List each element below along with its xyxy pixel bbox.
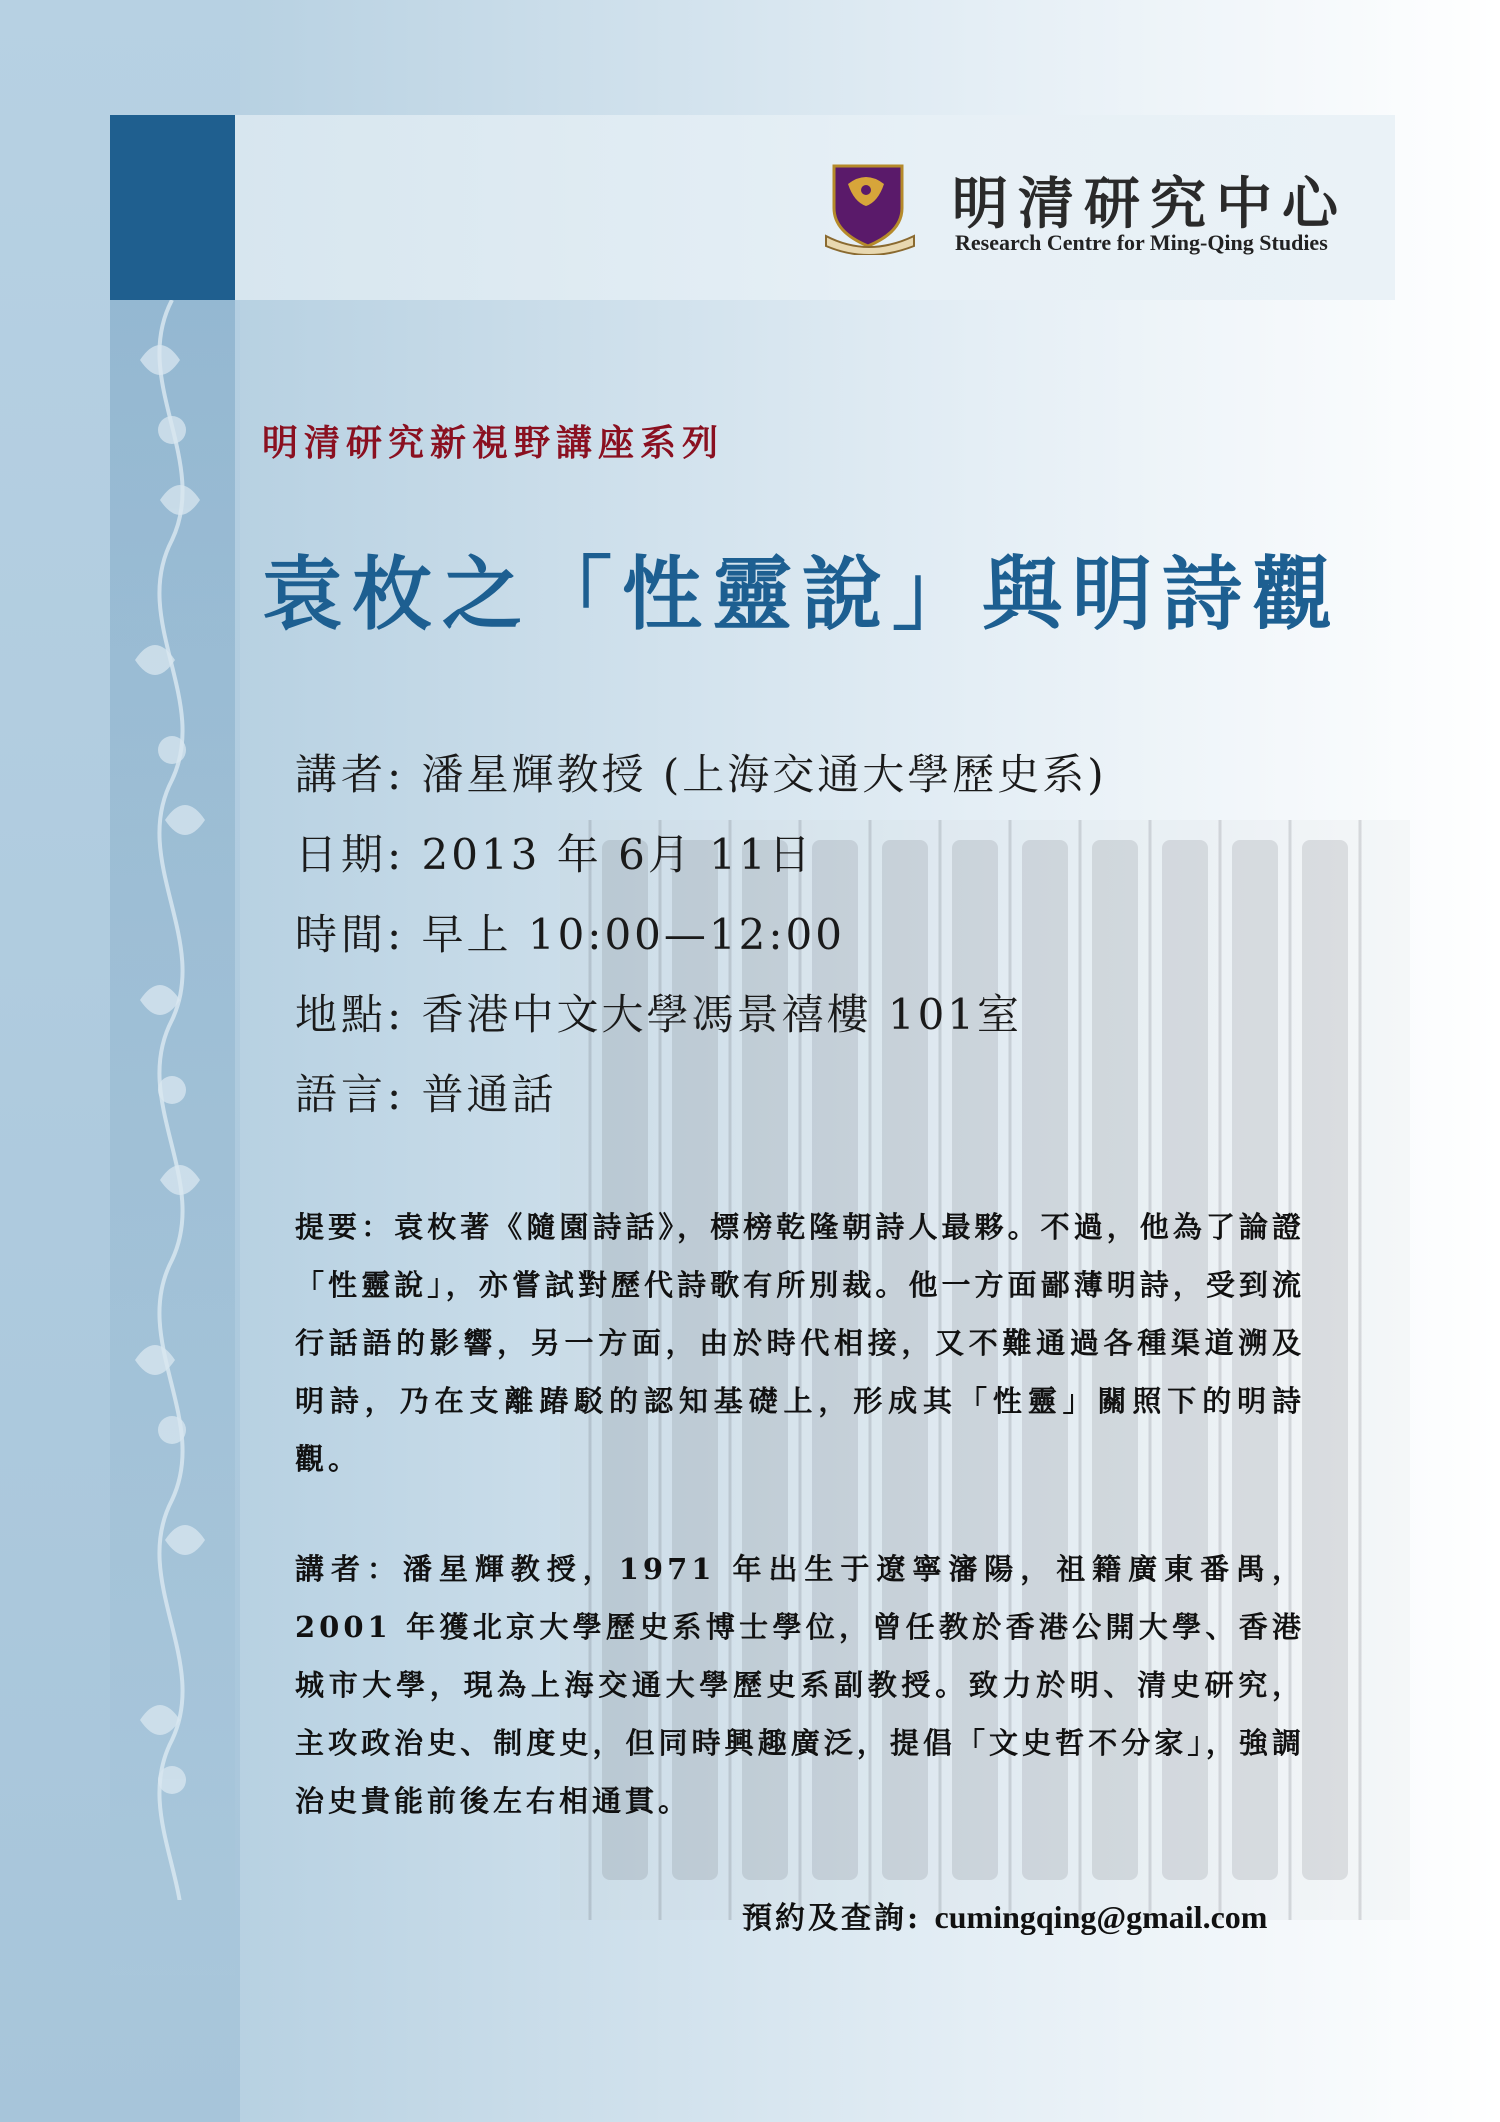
speaker-bio-paragraph: 講者：潘星輝教授，1971 年出生于遼寧瀋陽，祖籍廣東番禺，2001 年獲北京大學歷史系博士學位，曾任教於香港公開大學、香港城市大學，現為上海交通大學歷史系副教授。致力於明、清史研究，主攻政治史、制度史，但同時興趣廣泛，提倡「文史哲不分家」，強調治史貴能前後左右相通貫。 (295, 1552, 1305, 1818)
floral-ornament (110, 300, 235, 1900)
language-label: 語言: (295, 1070, 406, 1119)
date-label: 日期: (295, 830, 406, 879)
date-line (295, 822, 814, 882)
lecture-title: 袁枚之「性靈說」與明詩觀 (262, 548, 1342, 641)
venue-line (295, 982, 1022, 1042)
language-value: 普通話 (421, 1070, 557, 1119)
centre-name-cn: 明清研究中心 (952, 172, 1348, 237)
speaker-value: 潘星輝教授 (上海交通大學歷史系) (421, 750, 1107, 799)
speaker-label: 講者: (295, 750, 406, 799)
venue-label: 地點: (295, 990, 406, 1039)
time-line (295, 902, 845, 962)
abstract-paragraph: 提要：袁枚著《隨園詩話》，標榜乾隆朝詩人最夥。不過，他為了論證「性靈說」，亦嘗試對歷代詩歌有所別裁。他一方面鄙薄明詩，受到流行話語的影響，另一方面，由於時代相接，又不難通過各種渠道溯及明詩，乃在支離踳駁的認知基礎上，形成其「性靈」關照下的明詩觀。 (295, 1210, 1305, 1476)
date-value: 2013 年 6月 11日 (421, 830, 814, 879)
centre-name-en: Research Centre for Ming-Qing Studies (955, 230, 1328, 255)
contact-line (742, 1893, 1267, 1937)
series-title: 明清研究新視野講座系列 (262, 423, 725, 464)
time-label: 時間: (295, 910, 406, 959)
contact-label: 預約及查詢: (742, 1901, 922, 1936)
decorative-stripe-top (110, 115, 235, 300)
contact-email[interactable]: cumingqing@gmail.com (934, 1899, 1268, 1935)
venue-value: 香港中文大學馮景禧樓 101室 (421, 990, 1023, 1039)
cuhk-crest-logo (822, 160, 922, 255)
speaker-line (295, 742, 1107, 802)
time-value: 早上 10:00—12:00 (421, 910, 845, 959)
language-line (295, 1062, 557, 1122)
